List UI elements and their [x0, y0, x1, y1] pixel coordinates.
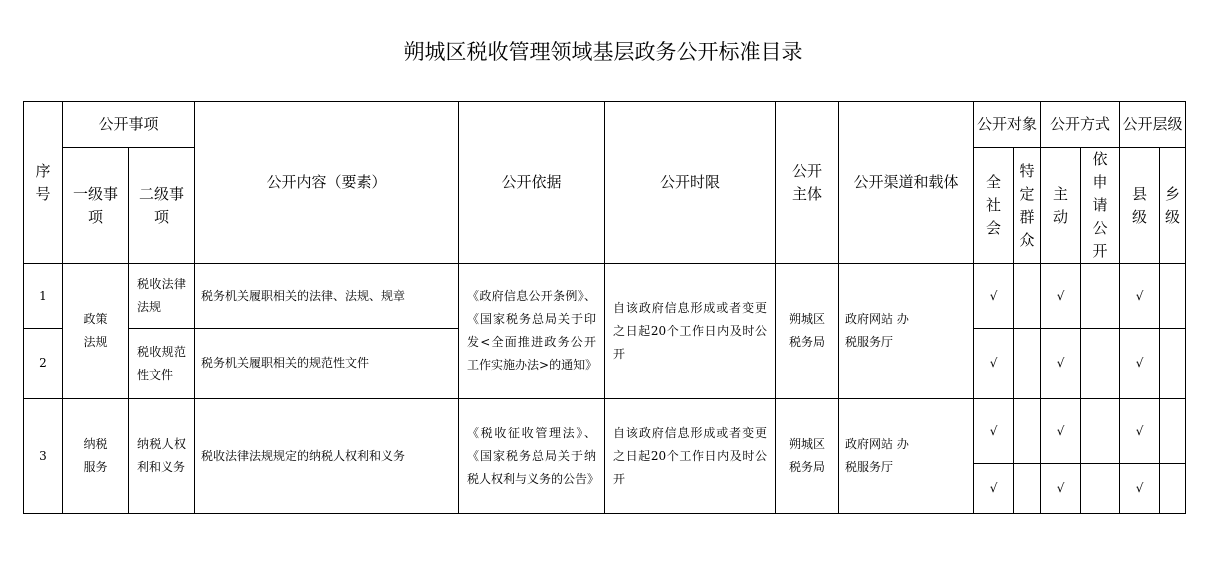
- check-township: [1160, 464, 1186, 514]
- row-time-limit: 自该政府信息形成或者变更之日起20个工作日内及时公开: [605, 399, 776, 514]
- row-seq: 2: [24, 329, 63, 399]
- header-level: 公开层级: [1120, 102, 1186, 148]
- header-level2: 二级事项: [129, 148, 195, 264]
- check-specific-group: [1014, 399, 1041, 464]
- check-all-society: √: [974, 329, 1014, 399]
- header-row-1: [24, 102, 1186, 148]
- header-level1: 一级事项: [63, 148, 129, 264]
- row-basis: 《政府信息公开条例》、《国家税务总局关于印发<全面推进政务公开工作实施办法>的通知》: [459, 264, 605, 399]
- table-row: [24, 399, 1186, 464]
- check-specific-group: [1014, 329, 1041, 399]
- header-all-society: 全社会: [974, 148, 1014, 264]
- header-county: 县级: [1120, 148, 1160, 264]
- check-county: √: [1120, 264, 1160, 329]
- row-level1: 政策法规: [63, 264, 129, 399]
- header-active: 主动: [1041, 148, 1081, 264]
- row-subject: 朔城区税务局: [776, 264, 839, 399]
- table-row: [24, 264, 1186, 329]
- check-township: [1160, 399, 1186, 464]
- header-time-limit: 公开时限: [605, 102, 776, 264]
- catalog-table: [23, 101, 1186, 514]
- check-specific-group: [1014, 264, 1041, 329]
- check-on-request: [1081, 264, 1120, 329]
- check-county: √: [1120, 464, 1160, 514]
- check-active: √: [1041, 329, 1081, 399]
- header-audience: 公开对象: [974, 102, 1041, 148]
- row-level2: 税收规范性文件: [129, 329, 195, 399]
- check-on-request: [1081, 399, 1120, 464]
- check-active: √: [1041, 264, 1081, 329]
- row-seq: 1: [24, 264, 63, 329]
- row-channel: 政府网站 办税服务厅: [839, 399, 974, 514]
- header-basis: 公开依据: [459, 102, 605, 264]
- header-township: 乡级: [1160, 148, 1186, 264]
- check-specific-group: [1014, 464, 1041, 514]
- header-on-request: 依申请公开: [1081, 148, 1120, 264]
- header-channel: 公开渠道和载体: [839, 102, 974, 264]
- row-seq: 3: [24, 399, 63, 514]
- row-content: 税务机关履职相关的法律、法规、规章: [195, 264, 459, 329]
- row-channel: 政府网站 办税服务厅: [839, 264, 974, 399]
- check-on-request: [1081, 329, 1120, 399]
- header-mode: 公开方式: [1041, 102, 1120, 148]
- row-content: 税收法律法规规定的纳税人权利和义务: [195, 399, 459, 514]
- header-content: 公开内容（要素）: [195, 102, 459, 264]
- check-all-society: √: [974, 464, 1014, 514]
- page-title: 朔城区税收管理领域基层政务公开标准目录: [403, 40, 803, 64]
- check-active: √: [1041, 464, 1081, 514]
- header-specific-group: 特定群众: [1014, 148, 1041, 264]
- check-on-request: [1081, 464, 1120, 514]
- row-level2: 税收法律法规: [129, 264, 195, 329]
- check-township: [1160, 264, 1186, 329]
- row-level2: 纳税人权利和义务: [129, 399, 195, 514]
- check-all-society: √: [974, 399, 1014, 464]
- check-county: √: [1120, 399, 1160, 464]
- check-active: √: [1041, 399, 1081, 464]
- check-county: √: [1120, 329, 1160, 399]
- header-subject: 公开主体: [776, 102, 839, 264]
- row-time-limit: 自该政府信息形成或者变更之日起20个工作日内及时公开: [605, 264, 776, 399]
- row-level1: 纳税服务: [63, 399, 129, 514]
- row-subject: 朔城区税务局: [776, 399, 839, 514]
- row-basis: 《税收征收管理法》、《国家税务总局关于纳税人权利与义务的公告》: [459, 399, 605, 514]
- check-all-society: √: [974, 264, 1014, 329]
- row-content: 税务机关履职相关的规范性文件: [195, 329, 459, 399]
- header-seq: 序号: [24, 102, 63, 264]
- header-items: 公开事项: [63, 102, 195, 148]
- check-township: [1160, 329, 1186, 399]
